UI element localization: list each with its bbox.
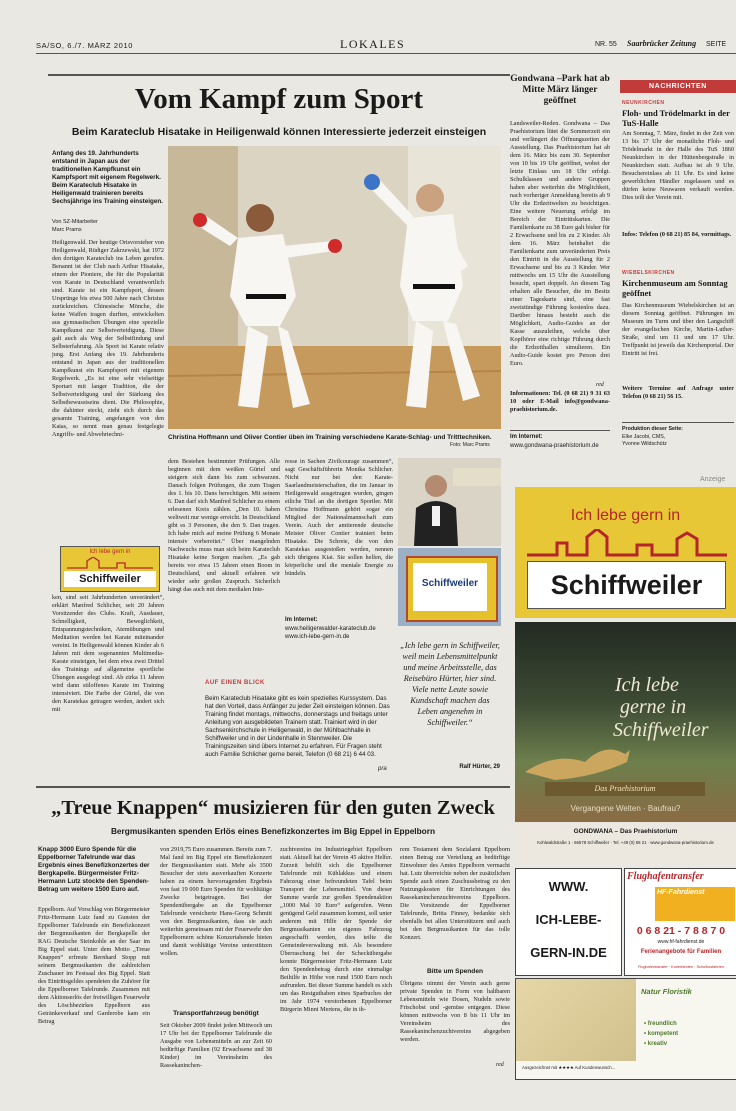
karate-photo-illustration — [168, 146, 501, 429]
n1-head: Floh- und Trödelmarkt in der TuS-Halle — [622, 108, 730, 128]
side-info: Informationen: Tel. (0 68 21) 9 31 63 10 oder E-Mail info@gondwana-praehistorium.de. — [510, 390, 610, 413]
flughafen-ad[interactable] — [624, 868, 736, 976]
auf-einen-blick-label: AUF EINEN BLICK — [205, 680, 265, 686]
www-line3: GERN-IN.DE — [530, 945, 607, 960]
photo-caption: Christina Hoffmann und Oliver Contier üben im Training verschiedene Karate-Schlag- und Tritttechniken. — [168, 434, 492, 441]
main-col2: dem Bestehen bestimmter Prüfungen. Alle beginnen mit dem weißen Gürtel und steigern sich dann bis zum schwarzen. Danach folgen Prüfungen, die zum Tragen des 1. bis 10. Dans berechtigen. Mit seinem 6. Dan darf sich Manfred Schlicher zu einem erlesenen Kreis zählen. „Den 10. haben weltweit nur wenige erreicht. In Deutschland gibt es 3 Personen, die den 9. Dan tragen. Ich habe mich auf meine Prüfung 6 Monate intensiv vorbereitet.“ Über mangelnden Nachwuchs muss man sich beim Karateclub Hisatake keine Sorgen machen. „Es gab bereits vor etwa 15 Jahren einen Boom in Deutschland, und aktuell erfahren wir wieder sehr großen Zuspruch. Sicherlich hängt das auch mit dem medialen Inte- — [168, 458, 280, 593]
gondwana-small: Kohlwaldstraße 1 · 66578 Schiffweiler · Tel. +49 (0) 68 21 · www.gondwana-praehistorium.de — [537, 840, 714, 845]
bottom-author: red — [496, 1062, 504, 1068]
portrait-photo — [398, 458, 501, 546]
photo-credit: Foto: Marc Prams — [450, 442, 490, 448]
side-headline: Gondwana –Park hat ab Mitte März länger geöffnet — [510, 74, 610, 106]
quote-author: Ralf Hürter, 29 — [459, 764, 500, 770]
n2-tag: WIEBELSKIRCHEN — [622, 270, 675, 276]
blick-text: Beim Karateclub Hisatake gibt es kein spezielles Kurssystem. Das hat den Vorteil, dass Anfänger zu jeder Zeit einsteigen können. Das Training findet montags, mittwochs, donnerstags und freitags unter Anleitung von ausgebildeten Trainern statt. Trainiert wird in der Sachsenkirchschule in Heiligenwald, in der Mühlbachhalle in Schiffweiler und in der Lindenhalle in Stennweiler. Die Trainingszeiten sind übers Internet zu erfahren. Für Fragen steht auch Familie Schlicher gerne bereit, Telefon (0 68 21) 6 44 03. — [205, 695, 390, 758]
internet-links[interactable]: www.heiligenwalder-karateclub.de www.ich-lebe-gern-in.de — [285, 626, 376, 640]
florist-foot: Ausgezeichnet mit ★★★★ Auf Kundenwunsch... — [522, 1065, 616, 1070]
main-subhead: Beim Karateclub Hisatake in Heiligenwald können Interessierte jederzeit einsteigen — [71, 126, 487, 138]
bottom-col2: von 2919,75 Euro zusammen. Bereits zum 7. Mal fand im Big Eppel ein Benefizkonzert der Bergmusikanten statt. Mehr als 3500 Besucher der stets ausverkauften Konzerte haben zu einem hervorragenden Ergebnis von fast 19 000 Euro Spenden für wohltätige Zwecke beigetragen. Bei der Spendenübergabe an die Eppelborner Tafelrunde versicherte Hans-Georg Schmitt von den Bergmusikanten, dass sie auch weiterhin gemeinsam mit der Feuerwehr den Eppelbornern schöne Konzertabende bieten und damit wohltätige Vereine unterstützen wollen. — [160, 846, 272, 957]
flughafen-fer: Ferienangebote für Familien — [640, 949, 722, 955]
main-top-rule — [48, 74, 510, 76]
header-rule — [36, 53, 736, 54]
painting-line2: gerne in — [620, 696, 687, 718]
prod-rule — [622, 422, 734, 423]
flughafen-title: Flughafentransfer — [627, 871, 704, 882]
bottom-lead: Knapp 3000 Euro Spende für die Eppelborner Tafelrunde war das Ergebnis eines Benefizkonzertes der Bergkapelle. Bürgermeister Fritz-Hermann Lutz stockte den Spenden-Betrag um weitere 1500 Euro auf. — [38, 846, 150, 893]
byline-1: Von SZ-Mitarbeiter — [52, 219, 98, 225]
florist-b2: • kompetent — [644, 1031, 679, 1037]
florist-ad[interactable] — [515, 978, 736, 1080]
main-col3: resse in Sachen Zivilcourage zusammen“, sagt Geschäftsführerin Monika Schlicher. Nicht nur bei den Karate-Saarlandmeisterschaften, die im Januar in Heiligenwald ausgetragen wurden, gingen etliche Titel an die dortigen Sportler. Mit Christina Hoffmann gehört sogar ein Mitglied der Nationalmannschaft zum Verein. Auch der amtierende deutsche Meister Oliver Contier trainiert beim Hisatake. Die Schreie, die von den Karatekas ausgestoßen werden, nennen sich übrigens Kiai. Sie sollen helfen, die körperliche und die mentale Energie zu bündeln. — [285, 458, 393, 577]
bottom-col1: Eppelborn. Auf Vorschlag von Bürgermeister Fritz-Hermann Lutz fand zu Gunsten der Eppelborner Tafelrunde ein Benefizkonzert der Bergmusikanten der Bergkapelle der RAG Deutsche Steinkohle an der Saar im Big Eppel statt. Unter dem Motto „Treue Knappen“ erfreute Bernhard Stopp mit seinem Bergmusikanten die zahlreichen Zuschauer im Festsaal des Big Eppel. Statt des Eintrittsgeldes spendeten die Zuhörer für die Eppelborner Tafelrunde. Zusammen mit dem Aktionserlös der freiwilligen Feuerwehr des Löschbezirkes Eppelborn aus Getränkeverkauf und Garderobe kam ein Betrag — [38, 906, 150, 1025]
painting-sub: Vergangene Welten · Baufrau? — [570, 804, 681, 813]
page-header — [0, 36, 736, 52]
header-seite: SEITE — [706, 41, 727, 48]
florist-name: Natur Floristik — [641, 987, 692, 996]
main-col1: Heiligenwald. Der heutige Ortsvorsteher von Heiligenwald, Rüdiger Zakrzewski, hat 1972 den dortigen Karateclub ins Leben gerufen. Benannt ist der Club nach Arthur Hisatake, einem der Pioniere, die für die Popularität von Karate in Deutschland verantwortlich sind. Karate ist ein Kampfsport, dessen Ursprünge bis etwa 500 Jahre nach Christus zurückreichen. Chinesische Mönche, die keine Waffen tragen durften, entwickelten aus gymnastischen Übungen eine spezielle Kampfkunst zur Selbstverteidigung. Diese galt auch als Weg der Selbstfindung und Selbsterfahrung. Als Sport ist Karate relativ jung. Erst Anfang des 19. Jahrhunderts entstand in Japan aus der traditionellen Kampfkunst ein Kampfsport mit eigenem Regelwerk. „Es ist eine sehr vielseitige Sportart mit langer Tradition, die der Selbstverteidigung und der Stärkung des Selbstbewusstseins dient. Die Philosophie, die dahinter steckt, zieht sich durch das gesamte Training, angefangen von den Katas, so nennt man genau festgelegte Angriffs- und Abwehrtechni- — [52, 239, 164, 438]
byline-2: Marc Prams — [52, 227, 82, 233]
painting-banner: Das Praehistorium — [545, 782, 705, 796]
n1-text: Am Sonntag, 7. März, findet in der Zeit von 13 bis 17 Uhr der monatliche Floh- und Trödelmarkt in der Halle des TuS 1860 Neunkirchen in der Hüttenbergstraße in Neunkirchen statt. Aufbau ist ab 9 Uhr. Besuchereinlass ab 11 Uhr. Es sind keine gewerblichen Händler zugelassen und es dürfen keine Neuwaren verkauft werden. Dies teilt der Verein mit. — [622, 130, 734, 201]
sign-text: Schiffweiler — [421, 578, 479, 589]
header-brand: Saarbrücker Zeitung — [627, 39, 697, 48]
bottom-col4b: Übrigens nimmt der Verein auch gerne private Spenden in Form von haltbaren Lebensmitteln wie Dosen, Nudeln sowie Frischobst und -gemüse entgegen. Diese können mittwochs von 8 bis 11 Uhr im Vereinsheim des Rassekaninchenzuchtvereins abgegeben werden. — [400, 980, 510, 1043]
pull-quote: „Ich lebe gern in Schiffweiler, weil mein Lebensmittelpunkt und meine Arbeitsstelle, das Reisebüro Hürter, hier sind. Viele nette Leute sowie Kundschaft machen das Leben angenehm in Schiffweiler.“ — [400, 641, 500, 727]
www-ad[interactable] — [515, 868, 622, 976]
big-badge-ad[interactable] — [515, 487, 736, 618]
flughafen-name: HF-Fahrdienst — [657, 889, 705, 896]
flughafen-foot: Flughafentransfer · Kurierfahrten · Schulbusfahrten — [638, 965, 724, 969]
header-issue: NR. 55 — [595, 41, 617, 48]
www-line2: ICH-LEBE- — [535, 912, 602, 927]
n2-head: Kirchenmuseum am Sonntag geöffnet — [622, 278, 728, 298]
internet-label: Im Internet: — [285, 617, 318, 623]
blick-author: pra — [378, 766, 387, 772]
portrait-illustration — [398, 458, 501, 546]
bottom-col4: rem Testament dem Sozialamt Eppelborn einen Betrag zur Verteilung an bedürftige Einwohner des Amtes Eppelborn vermacht hat. Lutz überreichte neben der zusätzlichen Spende auch einen Zuschussbetrag zu den Nutzungskosten für Einrichtungen des Rassekaninchenzuchtvereins Eppelborn. Die Vorsitzende der Eppelborner Tafelrunde, Britta Finney, bedankte sich ebenfalls bei allen Unterstützern und auch bei den Bergmusikanten für das tolle Konzert. — [400, 846, 510, 941]
main-headline: Vom Kampf zum Sport — [134, 83, 424, 115]
badge-top-text: Ich lebe gern in — [89, 549, 131, 555]
big-badge-town: Schiffweiler — [527, 561, 726, 609]
bottom-col4-head: Bitte um Spenden — [426, 968, 484, 975]
side-internet-label: Im Internet: — [510, 434, 543, 440]
side-author: red — [596, 382, 604, 388]
sign-photo — [398, 548, 501, 626]
prod-names: Elke Jacobi, CMS, Yvonne Wildschütz — [622, 434, 667, 447]
painting-line3: Schiffweiler — [613, 719, 709, 741]
gondwana-addr: GONDWANA – Das Praehistorium — [573, 828, 678, 835]
bottom-col3: zuchtvereins im Industriegebiet Eppelborn statt. Aktuell hat der Verein 45 aktive Helfer. Zurzeit behilft sich die Eppelborner Tafelrunde mit Kühlakkus und einem Fahrzeug einer befreundeten Tafel beim Transport der Lebensmittel. Von dieser Summe wurde zur großen Spendenaktion „1000 Mal 10 Euro“ aufgerufen. Wenn genügend Geld zusammen kommt, soll unter anderem mit Hilfe der Spende der Bergmusikanten ein eigenes Fahrzeug angeschafft werden, dies teilte die Gemeindeverwaltung mit. Als besondere Überraschung bei der Scheckübergabe konnte Bürgermeister Fritz-Hermann Lutz den Spendenbetrag durch eine einmalige Beihilfe in Höhe von rund 1500 Euro noch aufrunden. Bei dieser Summe handelt es sich um das Restguthaben eines Sparbuches der im Jahr 1974 verstorbenen Eppelborner Bürgerin Minni Mertens, die in ih- — [280, 846, 392, 1013]
badge-town: Schiffweiler — [64, 571, 156, 587]
bottom-subhead: Bergmusikanten spenden Erlös eines Benefizkonzertes im Big Eppel in Eppelborn — [110, 826, 436, 836]
n1-tag: NEUNKIRCHEN — [622, 100, 665, 106]
florist-b1: • freundlich — [644, 1021, 677, 1027]
bottom-col2b: Seit Oktober 2009 findet jeden Mittwoch um 17 Uhr bei der Eppelborner Tafelrunde die Ausgabe von Lebensmitteln an zur Zeit 60 bedürftige Familien (92 Erwachsene und 38 Kinder) im Vereinsheim des Rassekaninchen- — [160, 1022, 272, 1069]
ich-lebe-badge — [60, 546, 160, 592]
n2-text: Das Kirchenmuseum Wiebelskirchen ist an diesem Sonntag geöffnet. Führungen im Museum im Turm und über den Langschiff der evangelischen Kirche, Martin-Luther-Straße, sind um 11 und um 17 Uhr. Treffpunkt ist jeweils das Kirchenportal. Der Eintritt ist frei. — [622, 302, 734, 357]
nachrichten-header: NACHRICHTEN — [620, 80, 736, 93]
side-text: Landsweiler-Reden. Gondwana – Das Praehistorium lütet die Sommerzeit ein und verlängert die Öffnungszeiten der Ausstellung. Das Praehistorium hat ab dem 16. März bis zum 30. September von 10 bis 19 Uhr geöffnet, wobei der letzte Einlass um 18 Uhr erfolgt. Schulklassen und andere Gruppen haben aber weiterhin die Möglichkeit, nach vorheriger Anmeldung bereits ab 9 Uhr die Erdzeitwelten zu besichtigen. Eine weitere Neuerung erfolgt im Bereich der Eintrittskarten. Die Familienkarte zu 38 Euro galt bisher für 2 Erwachsene und bis zu 2 Kinder. Ab dem 16. März beinhaltet die Familienkarte zum unveränderten Preis den Eintritt in die Ausstellung für 2 Erwachsene und bis zu 3 Kinder. Wer mittwochs um 15 Uhr die Ausstellung besucht, spart doppelt. An diesem Tag erhalten alle Besucher, die im Besitz einer Tageskarte sind, eine fast zweistündige Führung kostenlos dazu. Darüber hinaus besteht auch die Möglichkeit, Audio-Guides an der Kasse auszuleihen, welche über Kopfhörer eine richtige Führung durch die Erdzeithallen simulieren. Ein Audio-Guide kostet pro Person drei Euro. — [510, 120, 610, 367]
big-skyline-icon — [527, 529, 727, 557]
main-lead: Anfang des 19. Jahrhunderts entstand in Japan aus der traditionellen Kampfkunst ein Kampfsport mit eigenem Regelwerk. Beim Karateclub Hisatake in Heiligenwald trainieren bereits Sechsjährige ins Training einsteigen. — [52, 150, 163, 205]
main-col1b: ken, sind seit Jahrhunderten unverändert“, erklärt Manfred Schlicher, seit 20 Jahren Vorsitzender des Clubs. Kraft, Ausdauer, Schnelligkeit, Beweglichkeit, Entspannungstechniken, Atemübungen und Meditation werden bei Karate miteinander vereint. In Heiligenwald können Kinder ab 6 Jahren mit dem sogenannten Multimedia-Karate einsteigen, bei dem etwa zwei Drittel des Trainings auf allgemeine sportliche Übungen ausgelegt sind. Ab zirka 11 Jahren wird dann stiloffenes Karate im Training intensiviert. Die Farbe der Gürtel, die von den Karatekas getragen werden, ändert sich mit — [52, 594, 164, 713]
bottom-col2-head: Transportfahrzeug benötigt — [173, 1010, 259, 1017]
florist-b3: • kreativ — [644, 1041, 668, 1047]
painting-line1: Ich lebe — [615, 674, 679, 696]
n2-info: Weitere Termine auf Anfrage unter Telefon (0 68 21) 56 15. — [622, 385, 734, 400]
prod-label: Produktion dieser Seite: — [622, 426, 683, 432]
side-internet-link[interactable]: www.gondwana-praehistorium.de — [510, 443, 599, 449]
header-date: SA/SO, 6./7. MÄRZ 2010 — [36, 41, 133, 50]
bottom-top-rule — [36, 786, 510, 788]
gondwana-address-bar — [515, 824, 736, 864]
www-line1: WWW. — [548, 879, 589, 894]
flughafen-phone: 0 6 8 21 - 7 8 8 7 0 — [636, 925, 726, 937]
big-badge-top: Ich lebe gern in — [570, 507, 681, 524]
skyline-icon — [67, 557, 153, 569]
main-photo — [168, 146, 501, 429]
flughafen-web: www.hf-fahrdienst.de — [657, 939, 705, 945]
bottom-headline: „Treue Knappen“ musizieren für den guten Zweck — [51, 797, 495, 819]
anzeige-label: Anzeige — [700, 476, 726, 483]
side-rule — [510, 430, 610, 431]
n1-info: Infos: Telefon (0 68 21) 85 84, vormittags. — [622, 231, 732, 238]
painting-ad[interactable] — [515, 622, 736, 822]
header-section: LOKALES — [340, 37, 406, 51]
